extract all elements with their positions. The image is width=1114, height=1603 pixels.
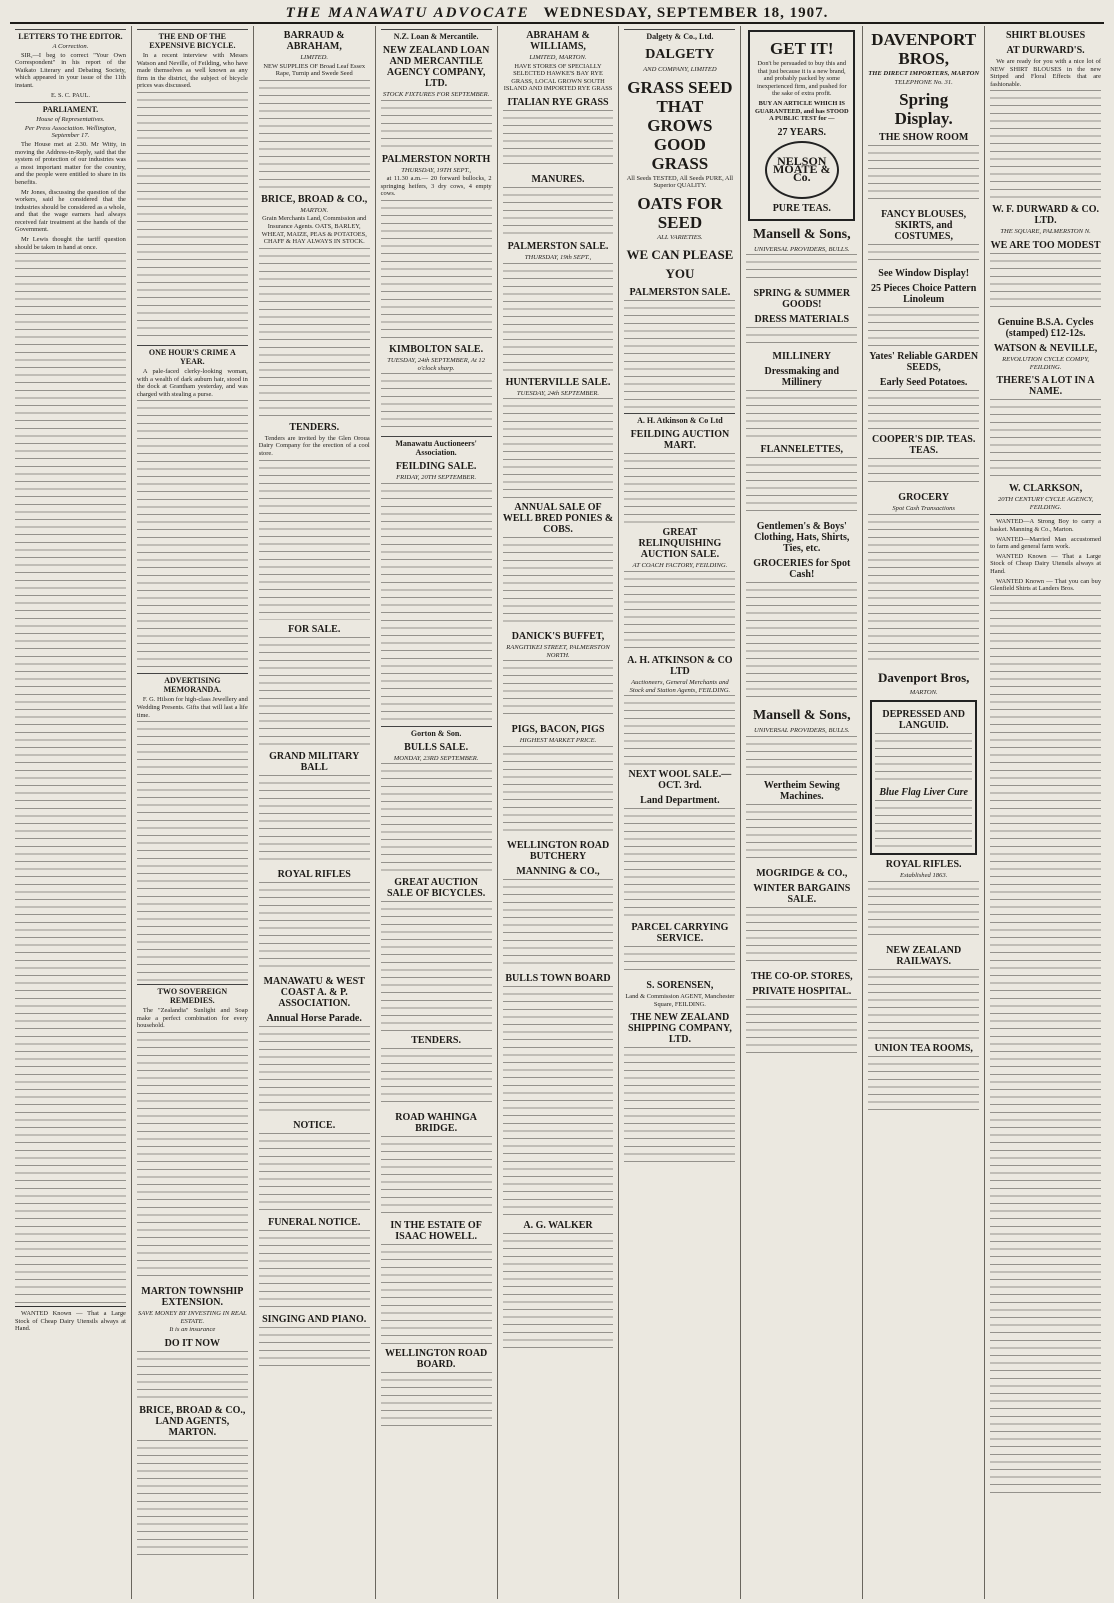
column-3: [254, 26, 376, 1599]
blue-flag-icon: Blue Flag Liver Cure: [879, 787, 968, 799]
heading: Spring Display.: [894, 90, 953, 129]
subheading: MARTON.: [909, 688, 938, 696]
text-block: [868, 244, 979, 264]
subheading: TELEPHONE No. 31.: [894, 78, 953, 86]
text-block: [259, 1026, 370, 1116]
text-block: [624, 571, 735, 651]
heading: GREAT AUCTION SALE OF BICYCLES.: [386, 877, 486, 900]
column-9: [985, 26, 1106, 1599]
heading: MANNING & CO.,: [516, 865, 600, 877]
heading: Land Department.: [640, 795, 720, 807]
text-block: [259, 775, 370, 865]
heading: WATSON & NEVILLE,: [993, 342, 1098, 354]
heading: Yates' Reliable GARDEN SEEDS,: [869, 351, 979, 374]
subheading: Per Press Association. Wellington, September 17.: [24, 124, 117, 140]
heading: Wertheim Sewing Machines.: [763, 779, 840, 802]
text-block: [137, 721, 248, 981]
paragraph: Tenders are invited by the Glen Oroua Dairy Company for the erection of a cool store.: [258, 434, 370, 457]
subheading: A Correction.: [52, 43, 89, 50]
paragraph: BUY AN ARTICLE WHICH IS GUARANTEED, and has STOOD A PUBLIC TEST for —: [754, 99, 849, 123]
heading: BULLS SALE.: [404, 741, 469, 753]
divider: [990, 514, 1101, 515]
heading: DANICK'S BUFFET,: [511, 631, 605, 643]
heading: Genuine B.S.A. Cycles (stamped) £12-12s.: [997, 316, 1094, 339]
heading: PALMERSTON SALE.: [507, 240, 609, 252]
paragraph: Mr Jones, discussing the question of the workers, said he considered that the industries should be considered as a whole, and that the wage earners had always received fair treatment at the hands of the Government.: [15, 188, 126, 234]
subheading: It is an insurance: [169, 1326, 216, 1334]
heading: ROAD WAHINGA BRIDGE.: [395, 1112, 477, 1135]
heading: GET IT!: [770, 39, 834, 58]
heading: WE CAN PLEASE YOU: [626, 247, 734, 282]
heading: HUNTERVILLE SALE.: [505, 376, 611, 388]
heading: MARTON TOWNSHIP EXTENSION.: [141, 1285, 244, 1308]
heading: See Window Display!: [878, 268, 970, 280]
heading: SPRING & SUMMER GOODS!: [753, 288, 851, 311]
subheading: House of Representatives.: [36, 116, 105, 124]
text-block: [381, 1244, 492, 1344]
heading: W. CLARKSON,: [1008, 483, 1083, 495]
text-block: [381, 200, 492, 340]
paragraph: A pale-faced clerky-looking woman, with a wealth of dark auburn hair, stood in the dock at Grantham yesterday, and was charged with stealing a purse.: [136, 367, 248, 398]
text-block: [259, 637, 370, 747]
paragraph: The House met at 2.30. Mr Witty, in moving the Address-in-Reply, said that the system of protection of our industries was a most important matter for the country, and the people were entitled to share in its benefits.: [15, 140, 126, 186]
masthead-date: WEDNESDAY, SEPTEMBER 18, 1907.: [543, 4, 829, 21]
heading: BRICE, BROAD & CO., LAND AGENTS, MARTON.: [139, 1404, 246, 1438]
column-6: [619, 26, 741, 1599]
text-block: [137, 92, 248, 342]
subheading: AT COACH FACTORY, FEILDING.: [632, 562, 728, 570]
text-block: [381, 1136, 492, 1216]
text-block: [746, 254, 857, 284]
subheading: AND COMPANY, LIMITED: [643, 66, 717, 73]
heading: Manawatu Auctioneers' Association.: [381, 436, 492, 457]
wanted-ad: WANTED—Married Man accustomed to farm and general farm work.: [990, 535, 1102, 551]
heading: FEILDING SALE.: [395, 461, 477, 473]
paragraph: F. G. Hilson for high-class Jewellery and Wedding Presents. Gifts that will last a life time.: [136, 696, 248, 719]
heading: FUNERAL NOTICE.: [268, 1216, 361, 1228]
tea-advert-box: [748, 30, 855, 221]
text-block: [259, 248, 370, 418]
subheading: MARTON.: [300, 206, 329, 214]
text-block: [746, 327, 857, 347]
heading: MANURES.: [531, 173, 585, 185]
text-block: [868, 881, 979, 941]
paragraph: The "Zealandia" Sunlight and Soap make a perfect combination for every household.: [136, 1007, 248, 1030]
text-block: [990, 595, 1101, 1495]
column-2: [132, 26, 254, 1599]
heading: UNION TEA ROOMS,: [874, 1042, 973, 1054]
text-block: [868, 390, 979, 430]
subheading: TUESDAY, 24th SEPTEMBER, At 12 o'clock sharp.: [387, 356, 486, 372]
paragraph: NEW SUPPLIES OF Broad Leaf Essex Rape, Turnip and Swede Seed: [263, 62, 366, 78]
masthead-name: THE MANAWATU ADVOCATE: [285, 4, 530, 21]
masthead: [10, 4, 1104, 24]
paragraph: Land & Commission AGENT, Manchester Square, FEILDING.: [625, 993, 735, 1008]
text-block: [868, 458, 979, 488]
heading: Annual Horse Parade.: [266, 1012, 362, 1024]
heading: SINGING AND PIANO.: [262, 1313, 367, 1325]
text-block: [624, 453, 735, 523]
heading: MOGRIDGE & CO.,: [756, 867, 848, 879]
text-block: [381, 763, 492, 873]
text-block: [990, 399, 1101, 479]
subheading: FRIDAY, 20TH SEPTEMBER.: [396, 474, 477, 482]
text-block: [259, 1230, 370, 1310]
text-block: [624, 1047, 735, 1167]
text-block: [746, 457, 857, 517]
heading: NEXT WOOL SALE.—OCT. 3rd.: [628, 769, 732, 792]
paragraph: Don't be persuaded to buy this and that just because it is a new brand, and probably packed by some inexperienced firm, and pushed for the sake of extra profit.: [756, 60, 847, 98]
heading: COOPER'S DIP. TEAS. TEAS.: [871, 434, 976, 457]
heading: ITALIAN RYE GRASS: [507, 96, 609, 108]
paragraph: at 11.30 a.m.— 20 forward bullocks, 2 springing heifers, 3 dry cows, 4 empty cows.: [380, 175, 492, 198]
heading: GRASS SEED THAT GROWS GOOD GRASS: [627, 77, 733, 173]
subheading: MONDAY, 23RD SEPTEMBER.: [393, 754, 479, 762]
heading: DALGETY: [645, 47, 715, 62]
heading: NEW ZEALAND RAILWAYS.: [886, 944, 962, 967]
subheading: 20TH CENTURY CYCLE AGENCY, FEILDING.: [997, 496, 1094, 511]
heading: A. G. WALKER: [523, 1219, 593, 1231]
text-block: [381, 373, 492, 433]
text-block: [381, 1048, 492, 1108]
heading: BARRAUD & ABRAHAM,: [283, 30, 345, 52]
heading: 27 YEARS.: [777, 126, 827, 138]
subheading: REVOLUTION CYCLE COMPY, FEILDING.: [1002, 355, 1090, 371]
wanted-ad: WANTED Known — That a Large Stock of Cheap Dairy Utensils always at Hand.: [15, 1310, 126, 1333]
text-block: [381, 901, 492, 1031]
paragraph: In a recent interview with Messrs Watson and Neville, of Feilding, who have made themselves as well known as any firm in the district, the subject of bicycle prices was discussed.: [136, 52, 248, 90]
subheading: Established 1863.: [900, 872, 948, 880]
paragraph: Mr Lewis thought the tariff question should be taken in hand at once.: [15, 236, 126, 251]
heading: IN THE ESTATE OF ISAAC HOWELL.: [390, 1220, 482, 1243]
heading: ANNUAL SALE OF WELL BRED PONIES & COBS.: [502, 502, 614, 536]
text-block: [990, 90, 1101, 200]
heading: THE END OF THE EXPENSIVE BICYCLE.: [137, 29, 248, 50]
text-block: [624, 946, 735, 976]
heading: SHIRT BLOUSES: [1005, 30, 1086, 41]
text-block: [15, 253, 126, 1303]
column-7: [741, 26, 863, 1599]
text-block: [746, 390, 857, 440]
heading: GRAND MILITARY BALL: [269, 750, 360, 773]
text-block: [503, 879, 614, 969]
text-block: [868, 145, 979, 205]
divider: [15, 1306, 126, 1307]
heading: Davenport Bros,: [877, 669, 970, 685]
text-block: [259, 80, 370, 190]
text-block: [137, 1351, 248, 1401]
heading: BRICE, BROAD & CO.,: [261, 193, 368, 205]
heading: WINTER BARGAINS SALE.: [753, 882, 851, 905]
heading: PURE TEAS.: [772, 202, 831, 214]
heading: THERE'S A LOT IN A NAME.: [996, 375, 1095, 398]
heading: WELLINGTON ROAD BUTCHERY: [506, 839, 610, 862]
text-block: [503, 537, 614, 627]
text-block: [990, 253, 1101, 313]
text-block: [875, 733, 972, 783]
heading: GROCERY: [898, 492, 950, 504]
heading: FANCY BLOUSES, SKIRTS, and COSTUMES,: [881, 209, 967, 243]
subheading: SAVE MONEY BY INVESTING IN REAL ESTATE.: [138, 1309, 247, 1325]
subheading: THURSDAY, 19TH SEPT.,: [401, 166, 472, 174]
paragraph: SIR,—I beg to correct "Your Own Correspondent" in his report of the Waikato Literary and Debating Society, which appeared in your issue of the 11th instant.: [15, 51, 126, 89]
paragraph: All Seeds TESTED, All Seeds PURE, All Superior QUALITY.: [626, 174, 734, 190]
heading: WELLINGTON ROAD BOARD.: [384, 1348, 488, 1371]
text-block: [746, 999, 857, 1059]
heading: Mansell & Sons,: [752, 226, 851, 242]
text-block: [746, 582, 857, 702]
text-block: [503, 1233, 614, 1353]
text-block: [624, 300, 735, 410]
heading: A. H. ATKINSON & CO LTD: [627, 654, 733, 677]
heading: FLANNELETTES,: [760, 444, 844, 456]
heading: KIMBOLTON SALE.: [389, 343, 484, 355]
heading: TENDERS.: [411, 1035, 461, 1047]
subheading: THURSDAY, 19th SEPT.,: [524, 253, 592, 261]
subheading: UNIVERSAL PROVIDERS, BULLS.: [754, 245, 850, 253]
text-block: [503, 110, 614, 170]
text-block: [624, 695, 735, 765]
heading: Dressmaking and Millinery: [764, 366, 840, 389]
text-block: [503, 398, 614, 498]
text-block: [746, 907, 857, 967]
heading: MILLINERY: [772, 351, 832, 363]
column-4: [376, 26, 498, 1599]
heading: THE SHOW ROOM: [879, 132, 969, 144]
text-block: [137, 1032, 248, 1282]
subheading: HIGHEST MARKET PRICE.: [519, 737, 597, 745]
heading: PIGS, BACON, PIGS: [511, 724, 605, 736]
wanted-ad: WANTED Known — That you can buy Glenfield Shirts at Landers Bros.: [990, 577, 1102, 593]
text-block: [868, 1056, 979, 1116]
subheading: Auctioneers, General Merchants and Stock and Station Agents, FEILDING.: [629, 678, 731, 694]
heading: WE ARE TOO MODEST: [990, 239, 1101, 251]
text-block: [624, 808, 735, 918]
heading: DRESS MATERIALS: [754, 314, 850, 326]
heading: DEPRESSED AND LANGUID.: [882, 709, 965, 732]
text-block: [868, 307, 979, 347]
subheading: STOCK FIXTURES FOR SEPTEMBER.: [382, 91, 490, 98]
subheading: THE DIRECT IMPORTERS, MARTON: [868, 70, 980, 77]
heading: PRIVATE HOSPITAL.: [752, 985, 852, 997]
heading: A. H. Atkinson & Co Ltd: [624, 413, 735, 425]
heading: DAVENPORT BROS,: [871, 30, 977, 68]
paragraph: Grain Merchants Land, Commission and Insurance Agents. OATS, BARLEY, WHEAT, MAIZE, PEAS & POTATOES, CHAFF & HAY ALWAYS IN STOCK.: [261, 215, 367, 246]
subheading: LIMITED, MARTON.: [529, 54, 587, 61]
subheading: ALL VARIETIES.: [657, 233, 703, 241]
heading: THE NEW ZEALAND SHIPPING COMPANY, LTD.: [627, 1012, 732, 1046]
heading: Dalgety & Co., Ltd.: [624, 29, 735, 41]
heading: GROCERIES for Spot Cash!: [753, 558, 851, 581]
heading: ADVERTISING MEMORANDA.: [137, 673, 248, 694]
heading: ONE HOUR'S CRIME A YEAR.: [137, 345, 248, 366]
text-block: [503, 660, 614, 720]
heading: BULLS TOWN BOARD: [505, 972, 611, 984]
text-block: [259, 460, 370, 620]
paragraph: We are ready for you with a nice lot of NEW SHIRT BLOUSES in the new Striped and Floral Effects that are fashionable.: [990, 58, 1102, 88]
heading: TWO SOVEREIGN REMEDIES.: [137, 984, 248, 1005]
heading: 25 Pieces Choice Pattern Linoleum: [871, 283, 977, 306]
heading: THE CO-OP. STORES,: [750, 970, 853, 982]
text-block: [503, 187, 614, 237]
subheading: Spot Cash Transactions: [892, 505, 955, 513]
heading: PALMERSTON NORTH: [381, 153, 491, 165]
text-block: [137, 1440, 248, 1560]
text-block: [259, 882, 370, 972]
heading: ABRAHAM & WILLIAMS,: [526, 30, 590, 52]
text-block: [381, 100, 492, 150]
columns: [10, 26, 1106, 1599]
wanted-ad: WANTED—A Strong Boy to carry a basket. Manning & Co., Marton.: [990, 518, 1102, 533]
heading: GREAT RELINQUISHING AUCTION SALE.: [638, 527, 722, 561]
text-block: [868, 514, 979, 664]
column-1: [10, 26, 132, 1599]
text-block: [503, 986, 614, 1216]
heading: NOTICE.: [293, 1119, 336, 1131]
paragraph: HAVE STORES OF SPECIALLY SELECTED HAWKE'S BAY RYE GRASS, LOCAL GROWN SOUTH ISLAND AND IMPORTED RYE GRASS: [503, 62, 613, 93]
subheading: TUESDAY, 24th SEPTEMBER.: [516, 389, 600, 397]
heading: N.Z. Loan & Mercantile.: [381, 29, 492, 41]
text-block: [868, 969, 979, 1039]
column-8: [863, 26, 985, 1599]
heading: PARLIAMENT.: [15, 102, 126, 114]
text-block: [381, 1372, 492, 1432]
text-block: [259, 1133, 370, 1213]
heading: OATS FOR SEED: [637, 193, 723, 232]
text-block: [746, 736, 857, 776]
heading: ROYAL RIFLES.: [885, 859, 962, 871]
column-5: [498, 26, 620, 1599]
heading: PALMERSTON SALE.: [629, 287, 731, 299]
text-block: [875, 800, 972, 850]
heading: W. F. DURWARD & CO. LTD.: [992, 204, 1100, 227]
subheading: UNIVERSAL PROVIDERS, BULLS.: [754, 727, 850, 735]
heading: S. SORENSEN,: [646, 980, 714, 992]
heading: LETTERS TO THE EDITOR.: [15, 29, 126, 41]
heading: Gentlemen's & Boys' Clothing, Hats, Shirts, Ties, etc.: [754, 521, 850, 555]
heading: ROYAL RIFLES: [277, 868, 351, 880]
heading: MANAWATU & WEST COAST A. & P. ASSOCIATION.: [263, 975, 365, 1009]
liver-cure-advert: [870, 700, 977, 855]
heading: Gorton & Son.: [381, 726, 492, 738]
heading: DO IT NOW: [164, 1337, 221, 1349]
text-block: [503, 263, 614, 373]
text-block: [137, 400, 248, 670]
heading: FOR SALE.: [288, 623, 341, 635]
heading: TENDERS.: [289, 421, 340, 433]
nelson-moate-logo-icon: NELSON MOATE & Co.: [765, 141, 839, 199]
heading: Mansell & Sons,: [752, 708, 851, 724]
text-block: [746, 804, 857, 864]
subheading: THE SQUARE, PALMERSTON N.: [1000, 228, 1091, 236]
subheading: RANGITIKEI STREET, PALMERSTON NORTH.: [506, 644, 610, 659]
subheading: LIMITED.: [300, 54, 329, 61]
text-block: [503, 746, 614, 836]
heading: Early Seed Potatoes.: [879, 377, 968, 389]
text-block: [259, 1327, 370, 1367]
heading: AT DURWARD'S.: [1006, 45, 1085, 56]
heading: FEILDING AUCTION MART.: [630, 429, 730, 452]
wanted-ad: WANTED Known — That a Large Stock of Cheap Dairy Utensils always at Hand.: [990, 552, 1102, 575]
heading: NEW ZEALAND LOAN AND MERCANTILE AGENCY COMPANY, LTD.: [382, 45, 490, 89]
heading: PARCEL CARRYING SERVICE.: [631, 922, 729, 945]
signature: E. S. C. PAUL.: [50, 91, 90, 99]
text-block: [381, 483, 492, 723]
